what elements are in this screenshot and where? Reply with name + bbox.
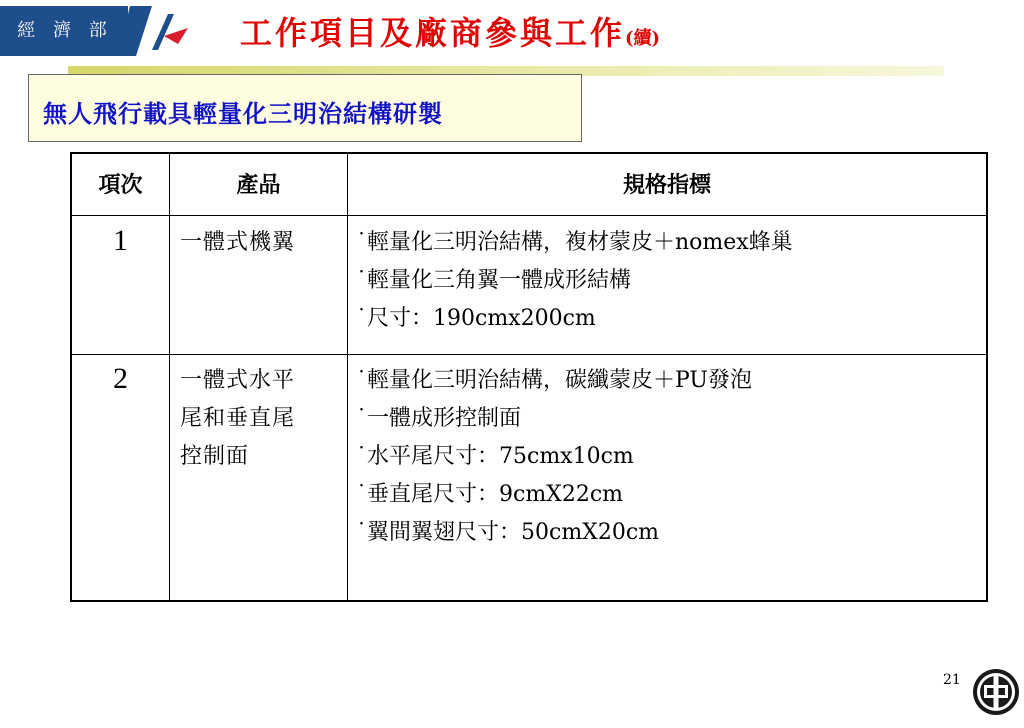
spec-line: ˙水平尾尺寸：75cmx10cm <box>356 444 634 469</box>
row-1-specs <box>348 224 986 338</box>
spec-table <box>70 152 988 602</box>
page-title <box>240 8 660 54</box>
spec-line: ˙輕量化三角翼一體成形結構 <box>356 268 632 293</box>
table-divider <box>72 354 986 355</box>
ministry-badge <box>0 6 130 56</box>
page-number: 21 <box>943 672 961 688</box>
header-cell-no: 項次 <box>98 172 143 198</box>
subtitle-box <box>28 74 582 142</box>
header-cell-spec: 規格指標 <box>622 172 711 198</box>
spec-line: ˙翼間翼翅尺寸：50cmX20cm <box>356 520 660 545</box>
spec-line: ˙尺寸：190cmx200cm <box>356 306 596 331</box>
spec-line: ˙垂直尾尺寸：9cmX22cm <box>356 482 624 507</box>
ministry-logo-icon <box>128 6 192 56</box>
product-line: 尾和垂直尾 <box>180 406 296 431</box>
product-line: 控制面 <box>180 444 250 469</box>
row-1-product <box>170 224 347 262</box>
subtitle: 無人飛行載具輕量化三明治結構研製 <box>43 99 443 128</box>
row-2-specs <box>348 362 986 552</box>
spec-line: ˙輕量化三明治結構，複材蒙皮＋nomex蜂巢 <box>356 230 793 255</box>
page-title-text: 工作項目及廠商參與工作 <box>240 14 626 52</box>
header-cell-product: 產品 <box>236 172 281 198</box>
row-2-number: 2 <box>113 362 128 395</box>
row-2-product <box>170 362 347 476</box>
spec-line: ˙一體成形控制面 <box>356 406 522 431</box>
product-line: 一體式機翼 <box>180 230 296 255</box>
page-title-suffix: (續) <box>625 28 661 49</box>
ministry-name: 經 濟 部 <box>17 20 113 41</box>
emblem-icon <box>972 668 1020 716</box>
product-line: 一體式水平 <box>180 368 296 393</box>
row-1-number: 1 <box>113 224 128 257</box>
spec-line: ˙輕量化三明治結構，碳纖蒙皮＋PU發泡 <box>356 368 752 393</box>
